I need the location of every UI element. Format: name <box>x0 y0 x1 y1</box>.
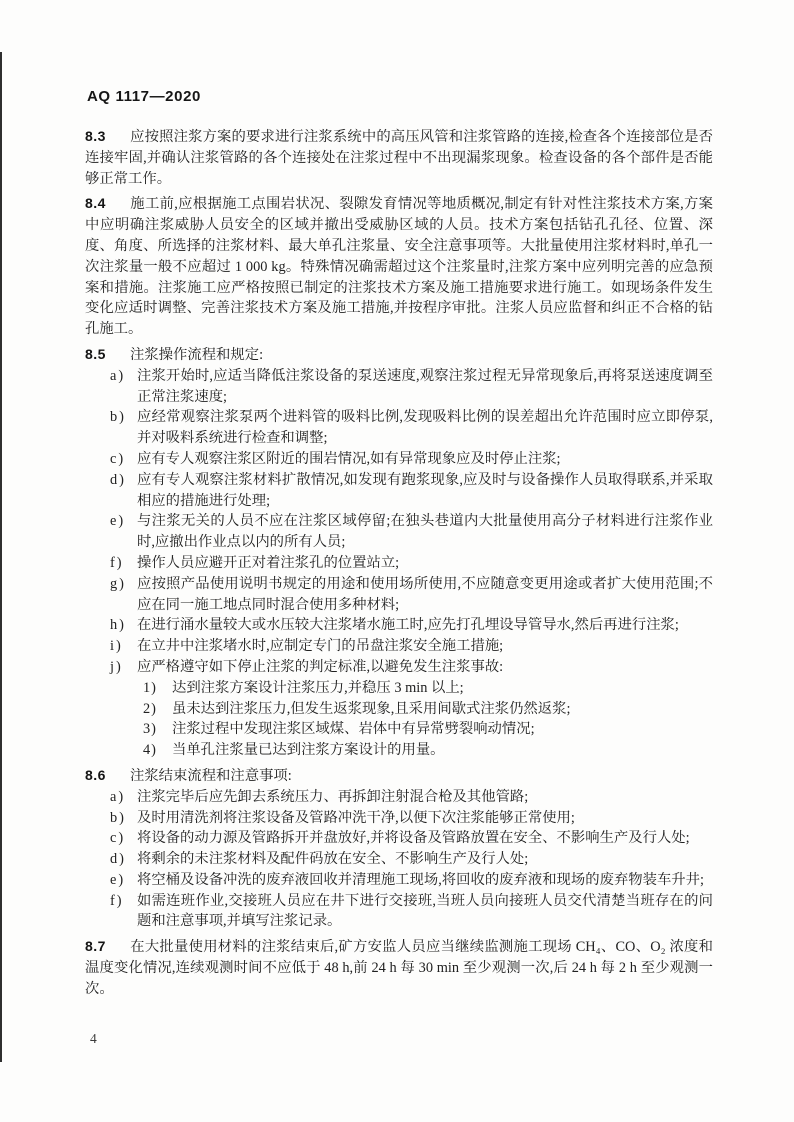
list-item-label: e) <box>110 871 126 888</box>
list-item-label: d) <box>110 851 126 868</box>
list-item-text: 如需连班作业,交接班人员应在井下进行交接班,当班人员向接班人员交代清楚当班存在的问题和注意事项,并填写注浆记录。 <box>137 892 713 930</box>
clause-heading <box>85 344 713 366</box>
list-item <box>85 615 713 636</box>
clause-8-6 <box>85 765 713 932</box>
list-item-text: 将剩余的未注浆材料及配件码放在安全、不影响生产及行人处; <box>137 851 529 868</box>
list-item <box>85 828 713 849</box>
clause-text: 在大批量使用材料的注浆结束后,矿方安监人员应当继续监测施工现场 CH₄、CO、O₂ 浓度和温度变化情况,连续观测时间不应低于 48 h,前 24 h 每 30 min 至少观测一次,后 24 h 每 2 h 至少观测一次。 <box>85 939 713 997</box>
list-item <box>85 470 713 512</box>
list-item-text: 在进行涌水量较大或水压较大注浆堵水施工时,应先打孔埋设导管导水,然后再进行注浆; <box>137 617 679 634</box>
clause-number: 8.5 <box>85 345 106 362</box>
list-item-text: 应经常观察注浆泵两个进料管的吸料比例,发现吸料比例的误差超出允许范围时应立即停泵,并对吸料系统进行检查和调整; <box>137 409 713 447</box>
list-item-label: f) <box>110 892 124 909</box>
clause-heading-text: 注浆操作流程和规定: <box>130 346 264 363</box>
list-item <box>85 407 713 449</box>
clause-number: 8.3 <box>85 128 106 144</box>
document-content <box>85 126 713 1000</box>
list-item-label: d) <box>110 471 126 488</box>
clause-number: 8.6 <box>85 766 106 783</box>
list-item-label: a) <box>110 367 126 384</box>
clause-number: 8.7 <box>85 938 106 955</box>
scan-edge-artifact <box>0 52 2 1062</box>
sub-list-item-label: 2) <box>143 700 157 717</box>
sub-list-item-text: 注浆过程中发现注浆区域煤、岩体中有异常劈裂响动情况; <box>172 721 535 738</box>
clause-paragraph <box>85 936 713 999</box>
list-item <box>85 787 713 808</box>
list-item-text: 应有专人观察注浆材料扩散情况,如发现有跑浆现象,应及时与设备操作人员取得联系,并采取相应的措施进行处理; <box>137 471 713 509</box>
clause-8-3 <box>85 126 713 189</box>
list-item-text: 注浆完毕后应先卸去系统压力、再拆卸注射混合枪及其他管路; <box>137 788 529 805</box>
list-item-label: c) <box>110 450 126 467</box>
sub-list-item <box>85 740 713 761</box>
clause-8-7 <box>85 936 713 999</box>
clause-number: 8.4 <box>85 195 106 212</box>
list-item <box>85 891 713 933</box>
list-item-text: 与注浆无关的人员不应在注浆区域停留;在独头巷道内大批量使用高分子材料进行注浆作业时,应撤出作业点以内的所有人员; <box>137 513 713 551</box>
sub-list-item <box>85 719 713 740</box>
list-item-text: 将空桶及设备冲洗的废弃液回收并清理施工现场,将回收的废弃液和现场的废弃物装车升井; <box>137 871 704 888</box>
sub-list-item <box>85 699 713 720</box>
clause-paragraph <box>85 193 713 340</box>
list-item-label: e) <box>110 513 126 530</box>
sub-list-item-label: 3) <box>143 721 157 738</box>
list-item-text: 应严格遵守如下停止注浆的判定标准,以避免发生注浆事故: <box>137 658 504 675</box>
list-item <box>85 449 713 470</box>
clause-8-5 <box>85 344 713 761</box>
sub-list-item <box>85 678 713 699</box>
clause-text: 施工前,应根据施工点围岩状况、裂隙发育情况等地质概况,制定有针对性注浆技术方案,方案中应明确注浆威胁人员安全的区域并撤出受威胁区域的人员。技术方案包括钻孔孔径、位置、深度、角度、所选择的注浆材料、最大单孔注浆量、安全注意事项等。大批量使用注浆材料时,单孔一次注浆量一般不应超过 1 000 kg。特殊情况确需超过这个注浆量时,注浆方案中应列明完善的应急预案和措施。注浆施工应严格按照已制定的注浆技术方案及施工措施要求进行施工。如现场条件发生变化应适时调整、完善注浆技术方案及施工措施,并按程序审批。注浆人员应监督和纠正不合格的钻孔施工。 <box>85 196 713 338</box>
list-item <box>85 553 713 574</box>
list-item-label: f) <box>110 554 124 571</box>
list-item-text: 应按照产品使用说明书规定的用途和使用场所使用,不应随意变更用途或者扩大使用范围;不应在同一施工地点同时混合使用多种材料; <box>137 575 713 613</box>
list-item-label: b) <box>110 809 126 826</box>
standard-number: AQ 1117—2020 <box>87 88 201 105</box>
list-item <box>85 366 713 408</box>
clause-paragraph <box>85 126 713 189</box>
clause-heading <box>85 765 713 787</box>
clause-text: 应按照注浆方案的要求进行注浆系统中的高压风管和注浆管路的连接,检查各个连接部位是否连接牢固,并确认注浆管路的各个连接处在注浆过程中不出现漏浆现象。检查设备的各个部件是否能够正常工作。 <box>85 129 713 187</box>
list-item-text: 注浆开始时,应适当降低注浆设备的泵送速度,观察注浆过程无异常现象后,再将泵送速度调至正常注浆速度; <box>137 367 713 405</box>
list-item-text: 在立井中注浆堵水时,应制定专门的吊盘注浆安全施工措施; <box>137 638 504 655</box>
list-item <box>85 574 713 616</box>
list-item-text: 操作人员应避开正对着注浆孔的位置站立; <box>137 554 400 571</box>
sub-list-item-text: 当单孔注浆量已达到注浆方案设计的用量。 <box>172 742 445 759</box>
list-item-text: 应有专人观察注浆区附近的围岩情况,如有异常现象应及时停止注浆; <box>137 450 561 467</box>
list-item-label: g) <box>110 575 126 592</box>
list-item <box>85 657 713 678</box>
list-item-label: c) <box>110 830 126 847</box>
sub-list-item-text: 虽未达到注浆压力,但发生返浆现象,且采用间歇式注浆仍然返浆; <box>172 700 571 717</box>
list-item <box>85 511 713 553</box>
list-item-label: h) <box>110 617 126 634</box>
page-number: 4 <box>90 1031 97 1046</box>
sub-list-item-text: 达到注浆方案设计注浆压力,并稳压 3 min 以上; <box>172 679 464 696</box>
clause-heading-text: 注浆结束流程和注意事项: <box>130 767 292 784</box>
list-item-label: i) <box>110 638 123 655</box>
list-item-text: 及时用清洗剂将注浆设备及管路冲洗干净,以便下次注浆能够正常使用; <box>137 809 575 826</box>
sub-list-item-label: 4) <box>143 742 157 759</box>
list-item-label: b) <box>110 409 126 426</box>
list-item-label: j) <box>110 658 123 675</box>
list-item <box>85 849 713 870</box>
list-item <box>85 636 713 657</box>
list-item <box>85 808 713 829</box>
sub-list-item-label: 1) <box>143 679 157 696</box>
clause-8-4 <box>85 193 713 340</box>
list-item <box>85 870 713 891</box>
list-item-label: a) <box>110 788 126 805</box>
list-item-text: 将设备的动力源及管路拆开并盘放好,并将设备及管路放置在安全、不影响生产及行人处; <box>137 830 690 847</box>
